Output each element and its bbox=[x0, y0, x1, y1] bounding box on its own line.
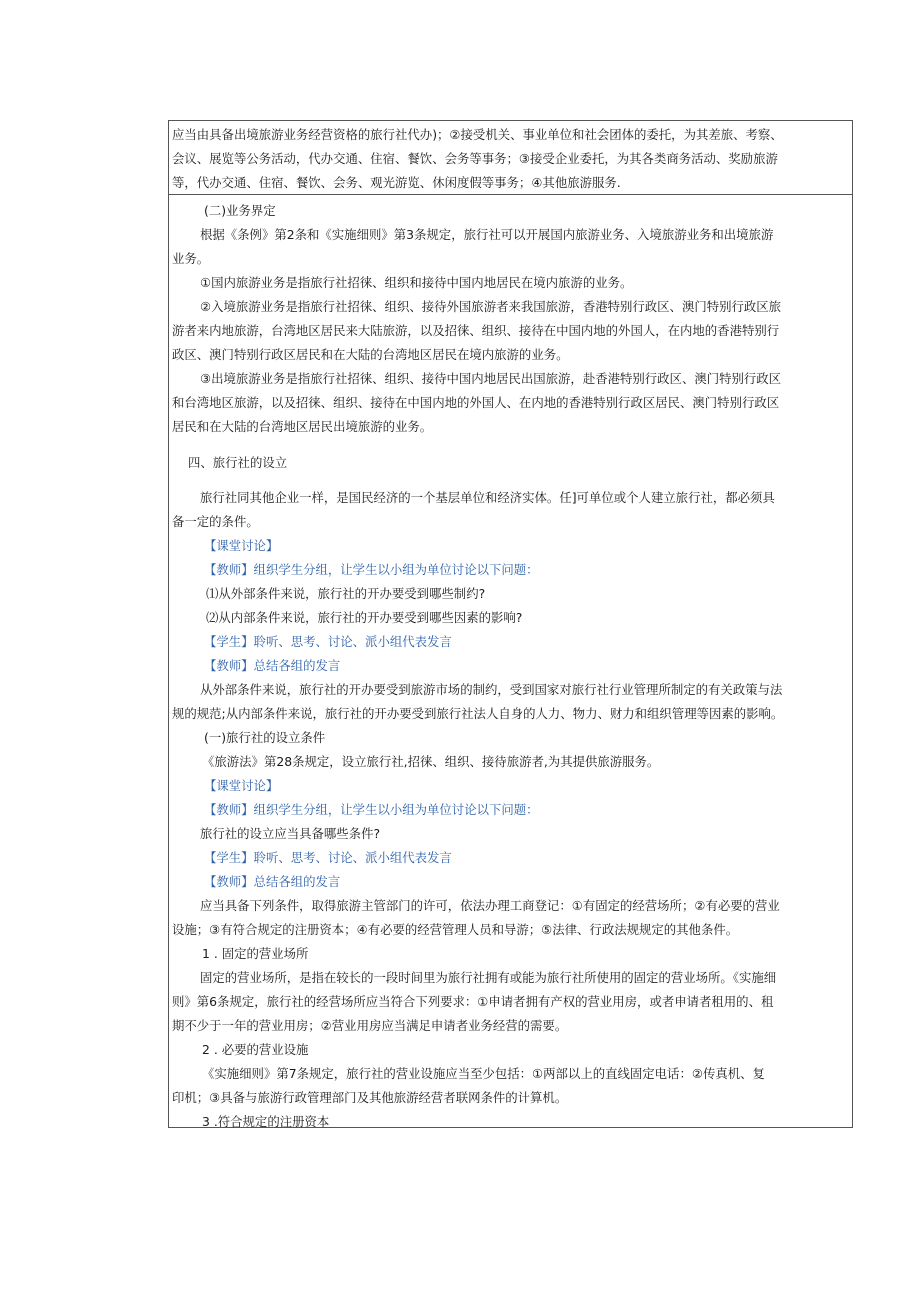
text-line: 2 . 必要的营业设施 bbox=[202, 1042, 309, 1057]
text-line: (二)业务界定 bbox=[204, 203, 276, 218]
table-cell-main bbox=[169, 195, 852, 1127]
text-line: 和台湾地区旅游，以及招徕、组织、接待在中国内地的外国人、在内地的香港特别行政区居民、澳门特别行政区 bbox=[172, 395, 780, 410]
text-line: 《旅游法》第28条规定，设立旅行社,招徕、组织、接待旅游者,为其提供旅游服务。 bbox=[202, 754, 660, 769]
text-line: 【教师】总结各组的发言 bbox=[204, 874, 341, 889]
text-line: 【学生】聆听、思考、讨论、派小组代表发言 bbox=[204, 634, 452, 649]
text-line: ②入境旅游业务是指旅行社招徕、组织、接待外国旅游者来我国旅游，香港特别行政区、澳门特别行政区旅 bbox=[200, 299, 782, 314]
text-line: 则》第6条规定，旅行社的经营场所应当符合下列要求：①申请者拥有产权的营业用房，或者申请者租用的、租 bbox=[172, 994, 774, 1009]
text-line: 【学生】聆听、思考、讨论、派小组代表发言 bbox=[204, 850, 452, 865]
text-line: 等，代办交通、住宿、餐饮、会务、观光游览、休闲度假等事务；④其他旅游服务. bbox=[172, 175, 621, 190]
text-line: 设施；③有符合规定的注册资本；④有必要的经营管理人员和导游；⑤法律、行政法规规定的其他条件。 bbox=[172, 922, 739, 937]
text-line: 旅行社的设立应当具备哪些条件? bbox=[200, 826, 381, 841]
text-line: ①国内旅游业务是指旅行社招徕、组织和接待中国内地居民在境内旅游的业务。 bbox=[200, 275, 633, 290]
text-line: 【教师】组织学生分组，让学生以小组为单位讨论以下问题： bbox=[204, 562, 539, 577]
text-line: ⑵从内部条件来说，旅行社的开办要受到哪些因素的影响? bbox=[206, 610, 523, 625]
text-line: 应当由具备出境旅游业务经营资格的旅行社代办)；②接受机关、事业单位和社会团体的委托，为其差旅、考察、 bbox=[172, 127, 783, 142]
text-line: 从外部条件来说，旅行社的开办要受到旅游市场的制约，受到国家对旅行社行业管理所制定的有关政策与法 bbox=[200, 682, 783, 697]
text-line: 【课堂讨论】 bbox=[204, 538, 279, 553]
text-line: 期不少于一年的营业用房；②营业用房应当满足申请者业务经营的需要。 bbox=[172, 1018, 568, 1033]
text-line: 旅行社同其他企业一样，是国民经济的一个基层单位和经济实体。任]可单位或个人建立旅行社，都必须具 bbox=[200, 490, 775, 505]
text-line: 根据《条例》第2条和《实施细则》第3条规定，旅行社可以开展国内旅游业务、入境旅游业务和出境旅游 bbox=[200, 227, 774, 242]
text-line: (一)旅行社的设立条件 bbox=[204, 730, 326, 745]
text-line: 游者来内地旅游，台湾地区居民来大陆旅游，以及招徕、组织、接待在中国内地的外国人，在内地的香港特别行 bbox=[172, 323, 780, 338]
text-line: 《实施细则》第7条规定，旅行社的营业设施应当至少包括：①两部以上的直线固定电话：②传真机、复 bbox=[202, 1066, 765, 1081]
text-line: 固定的营业场所，是指在较长的一段时间里为旅行社拥有或能为旅行社所使用的固定的营业场所。《实施细 bbox=[200, 970, 777, 985]
text-line: 居民和在大陆的台湾地区居民出境旅游的业务。 bbox=[172, 419, 433, 434]
text-line: 印机；③具备与旅游行政管理部门及其他旅游经营者联网条件的计算机。 bbox=[172, 1090, 568, 1105]
text-line: 【教师】组织学生分组，让学生以小组为单位讨论以下问题： bbox=[204, 802, 539, 817]
text-line: 1 . 固定的营业场所 bbox=[202, 946, 309, 961]
text-line: 四、旅行社的设立 bbox=[188, 455, 288, 470]
text-line: 政区、澳门特别行政区居民和在大陆的台湾地区居民在境内旅游的业务。 bbox=[172, 347, 569, 362]
text-line: 应当具备下列条件，取得旅游主管部门的许可，依法办理工商登记：①有固定的经营场所；②有必要的营业 bbox=[200, 898, 780, 913]
text-line: 会议、展览等公务活动，代办交通、住宿、餐饮、会务等事务；③接受企业委托，为其各类商务活动、奖励旅游 bbox=[172, 151, 778, 166]
text-line: 业务。 bbox=[172, 251, 210, 266]
text-line: 规的规范;从内部条件来说，旅行社的开办要受到旅行社法人自身的人力、物力、财力和组织管理等因素的影响。 bbox=[172, 706, 784, 721]
text-line: 备一定的条件。 bbox=[172, 514, 259, 529]
text-line: 【课堂讨论】 bbox=[204, 778, 279, 793]
text-line: ③出境旅游业务是指旅行社招徕、组织、接待中国内地居民出国旅游，赴香港特别行政区、澳门特别行政区 bbox=[200, 371, 782, 386]
table-cell-top bbox=[169, 121, 852, 195]
text-line: ⑴从外部条件来说，旅行社的开办要受到哪些制约? bbox=[206, 586, 486, 601]
document-table bbox=[168, 120, 853, 1128]
text-line: 3 .符合规定的注册资本 bbox=[202, 1114, 330, 1129]
text-line: 【教师】总结各组的发言 bbox=[204, 658, 341, 673]
